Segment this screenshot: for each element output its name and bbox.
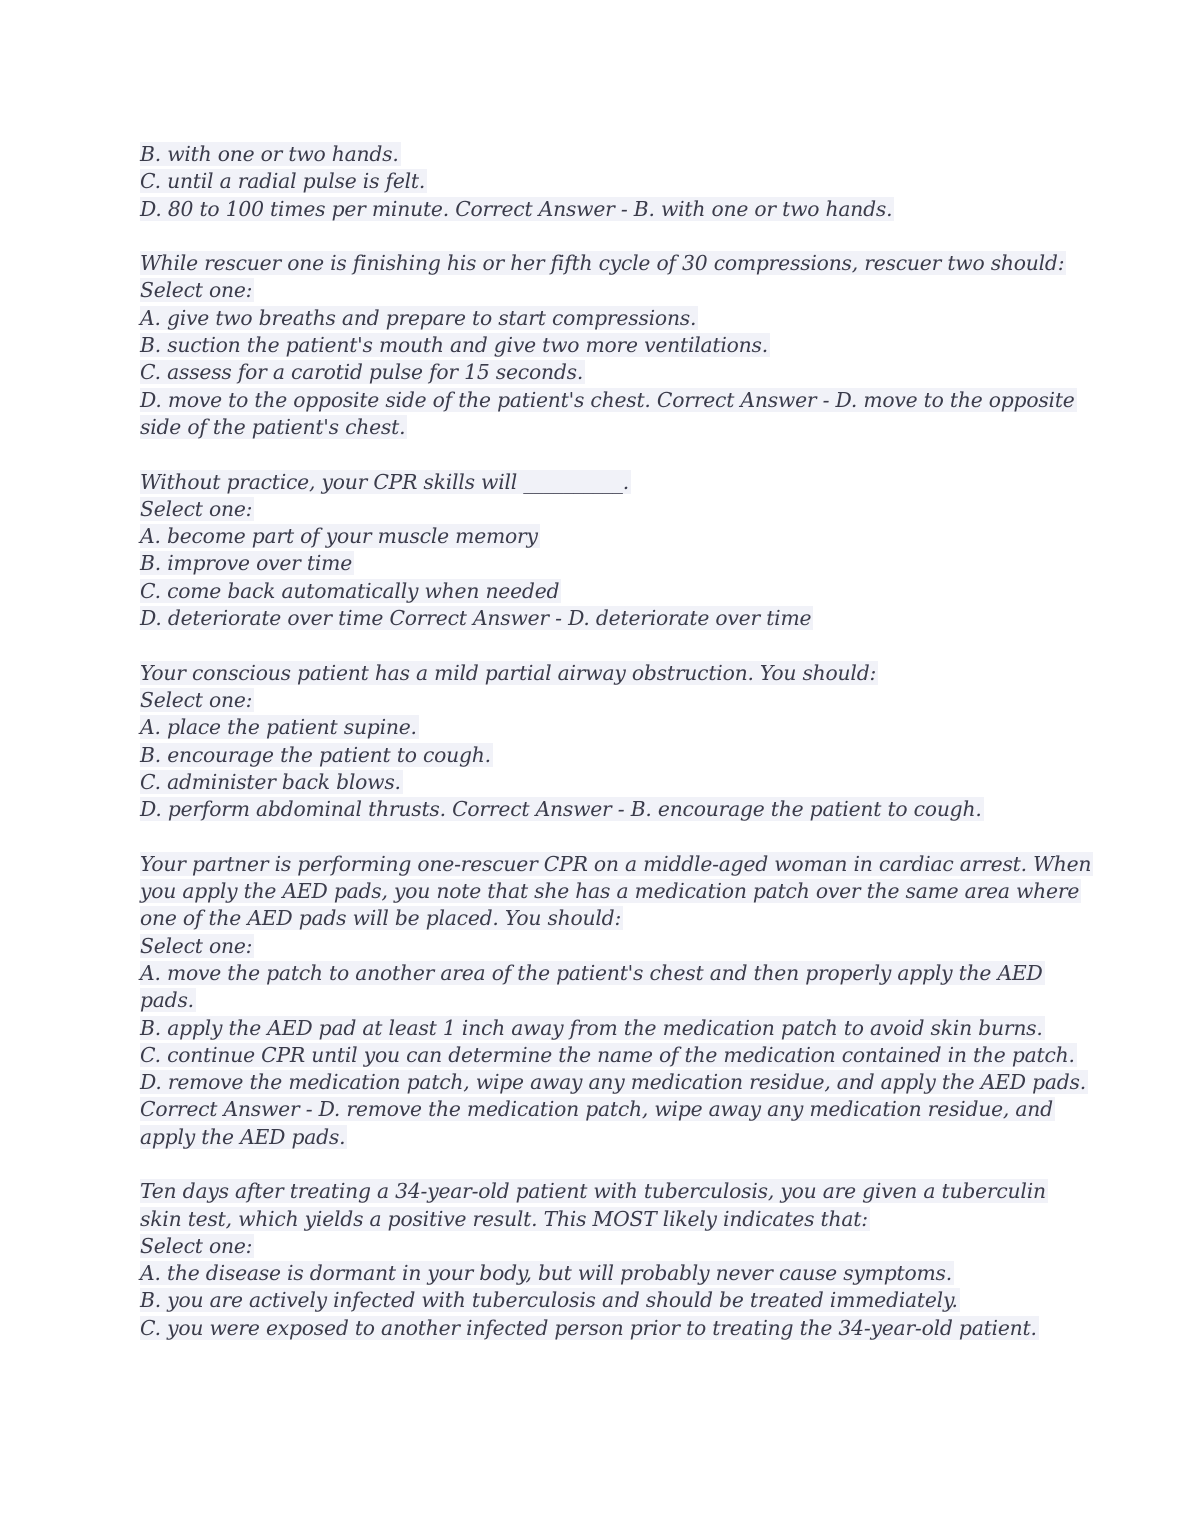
text-line (140, 523, 1060, 550)
text-line-content: C. administer back blows. (140, 769, 401, 794)
text-line-content: C. come back automatically when needed (140, 578, 560, 603)
text-line-content: D. move to the opposite side of the patient's chest. Correct Answer - D. move to the opposite (140, 387, 1075, 412)
text-line (140, 196, 1060, 223)
text-line-content: Your partner is performing one-rescuer CPR on a middle-aged woman in cardiac arrest. When (140, 851, 1092, 876)
text-line (140, 905, 1060, 932)
text-line (140, 1069, 1086, 1096)
text-line-content: B. with one or two hands. (140, 142, 399, 166)
text-line (140, 305, 1060, 332)
text-line (140, 878, 1080, 905)
text-line-content: A. move the patch to another area of the patient's chest and then properly apply the AED (140, 960, 1043, 985)
text-line (140, 660, 1060, 687)
text-line (140, 742, 1060, 769)
text-line-content: A. the disease is dormant in your body, but will probably never cause symptoms. (140, 1261, 952, 1286)
text-line (140, 1096, 1060, 1123)
text-line (140, 1260, 1060, 1287)
text-line (140, 332, 1060, 359)
text-line (140, 851, 1092, 878)
text-line (140, 469, 1060, 496)
text-line-content: D. 80 to 100 times per minute. Correct Answer - B. with one or two hands. (140, 196, 893, 221)
text-line-content: A. give two breaths and prepare to start compressions. (140, 305, 697, 330)
text-line (140, 387, 1075, 414)
text-line (140, 550, 1060, 577)
text-line (140, 687, 1060, 714)
text-line (140, 250, 1065, 277)
text-line-content: B. apply the AED pad at least 1 inch away from the medication patch to avoid skin burns. (140, 1015, 1043, 1040)
text-line-content: skin test, which yields a positive result. This MOST likely indicates that: (140, 1206, 868, 1231)
text-line-content: Select one: (140, 278, 253, 303)
paragraph-gap (140, 441, 1060, 468)
question-block (140, 250, 1075, 441)
text-line-content: D. remove the medication patch, wipe away any medication residue, and apply the AED pads. (140, 1070, 1086, 1095)
text-line (140, 141, 1060, 168)
text-line-content: one of the AED pads will be placed. You should: (140, 906, 622, 931)
text-line-content: B. improve over time (140, 551, 352, 576)
text-line (140, 496, 1060, 523)
paragraph-gap (140, 823, 1060, 850)
text-line (140, 987, 1060, 1014)
text-line (140, 714, 1060, 741)
text-line (140, 1315, 1060, 1342)
text-line (140, 277, 1060, 304)
text-line-content: pads. (140, 988, 194, 1013)
text-line-content: C. continue CPR until you can determine the name of the medication contained in the patch. (140, 1042, 1075, 1067)
text-line-content: Without practice, your CPR skills will __________. (140, 469, 629, 494)
text-line-content: B. you are actively infected with tuberculosis and should be treated immediately. (140, 1288, 958, 1313)
text-line-content: Select one: (140, 496, 253, 521)
text-line-content: Correct Answer - D. remove the medication patch, wipe away any medication residue, and (140, 1097, 1053, 1122)
text-line-content: Ten days after treating a 34-year-old patient with tuberculosis, you are given a tuberculin (140, 1179, 1046, 1204)
question-block (140, 469, 1060, 633)
text-line-content: apply the AED pads. (140, 1124, 346, 1149)
text-line-content: B. encourage the patient to cough. (140, 742, 491, 767)
text-line (140, 1233, 1060, 1260)
text-line-content: C. assess for a carotid pulse for 15 seconds. (140, 360, 584, 385)
document-body (140, 141, 1092, 1342)
text-line-content: side of the patient's chest. (140, 414, 406, 439)
text-line (140, 1124, 1060, 1151)
text-line (140, 960, 1060, 987)
text-line (140, 359, 1060, 386)
text-line-content: B. suction the patient's mouth and give two more ventilations. (140, 333, 768, 358)
text-line-content: C. you were exposed to another infected person prior to treating the 34-year-old patient. (140, 1315, 1037, 1340)
text-line (140, 1042, 1075, 1069)
text-line (140, 1015, 1060, 1042)
text-line (140, 578, 1060, 605)
text-line (140, 1287, 1060, 1314)
text-line (140, 1178, 1060, 1205)
text-line-content: C. until a radial pulse is felt. (140, 169, 426, 194)
text-line-content: A. become part of your muscle memory (140, 524, 538, 549)
question-block (140, 851, 1092, 1151)
text-line-content: A. place the patient supine. (140, 715, 417, 740)
text-line (140, 605, 1060, 632)
text-line (140, 168, 1060, 195)
text-line-content: Select one: (140, 1233, 253, 1258)
question-block (140, 1178, 1060, 1342)
text-line (140, 933, 1060, 960)
text-line-content: Your conscious patient has a mild partial airway obstruction. You should: (140, 660, 877, 685)
text-line-content: D. deteriorate over time Correct Answer - D. deteriorate over time (140, 606, 812, 631)
question-block (140, 141, 1060, 223)
text-line (140, 1206, 1060, 1233)
text-line-content: Select one: (140, 687, 253, 712)
paragraph-gap (140, 1151, 1060, 1178)
text-line-content: D. perform abdominal thrusts. Correct Answer - B. encourage the patient to cough. (140, 797, 982, 822)
text-line-content: you apply the AED pads, you note that she has a medication patch over the same area where (140, 879, 1080, 904)
question-block (140, 660, 1060, 824)
text-line-content: While rescuer one is finishing his or her fifth cycle of 30 compressions, rescuer two should: (140, 251, 1065, 276)
text-line-content: Select one: (140, 933, 253, 958)
paragraph-gap (140, 223, 1060, 250)
text-line (140, 414, 1060, 441)
text-line (140, 769, 1060, 796)
paragraph-gap (140, 632, 1060, 659)
text-line (140, 796, 1060, 823)
